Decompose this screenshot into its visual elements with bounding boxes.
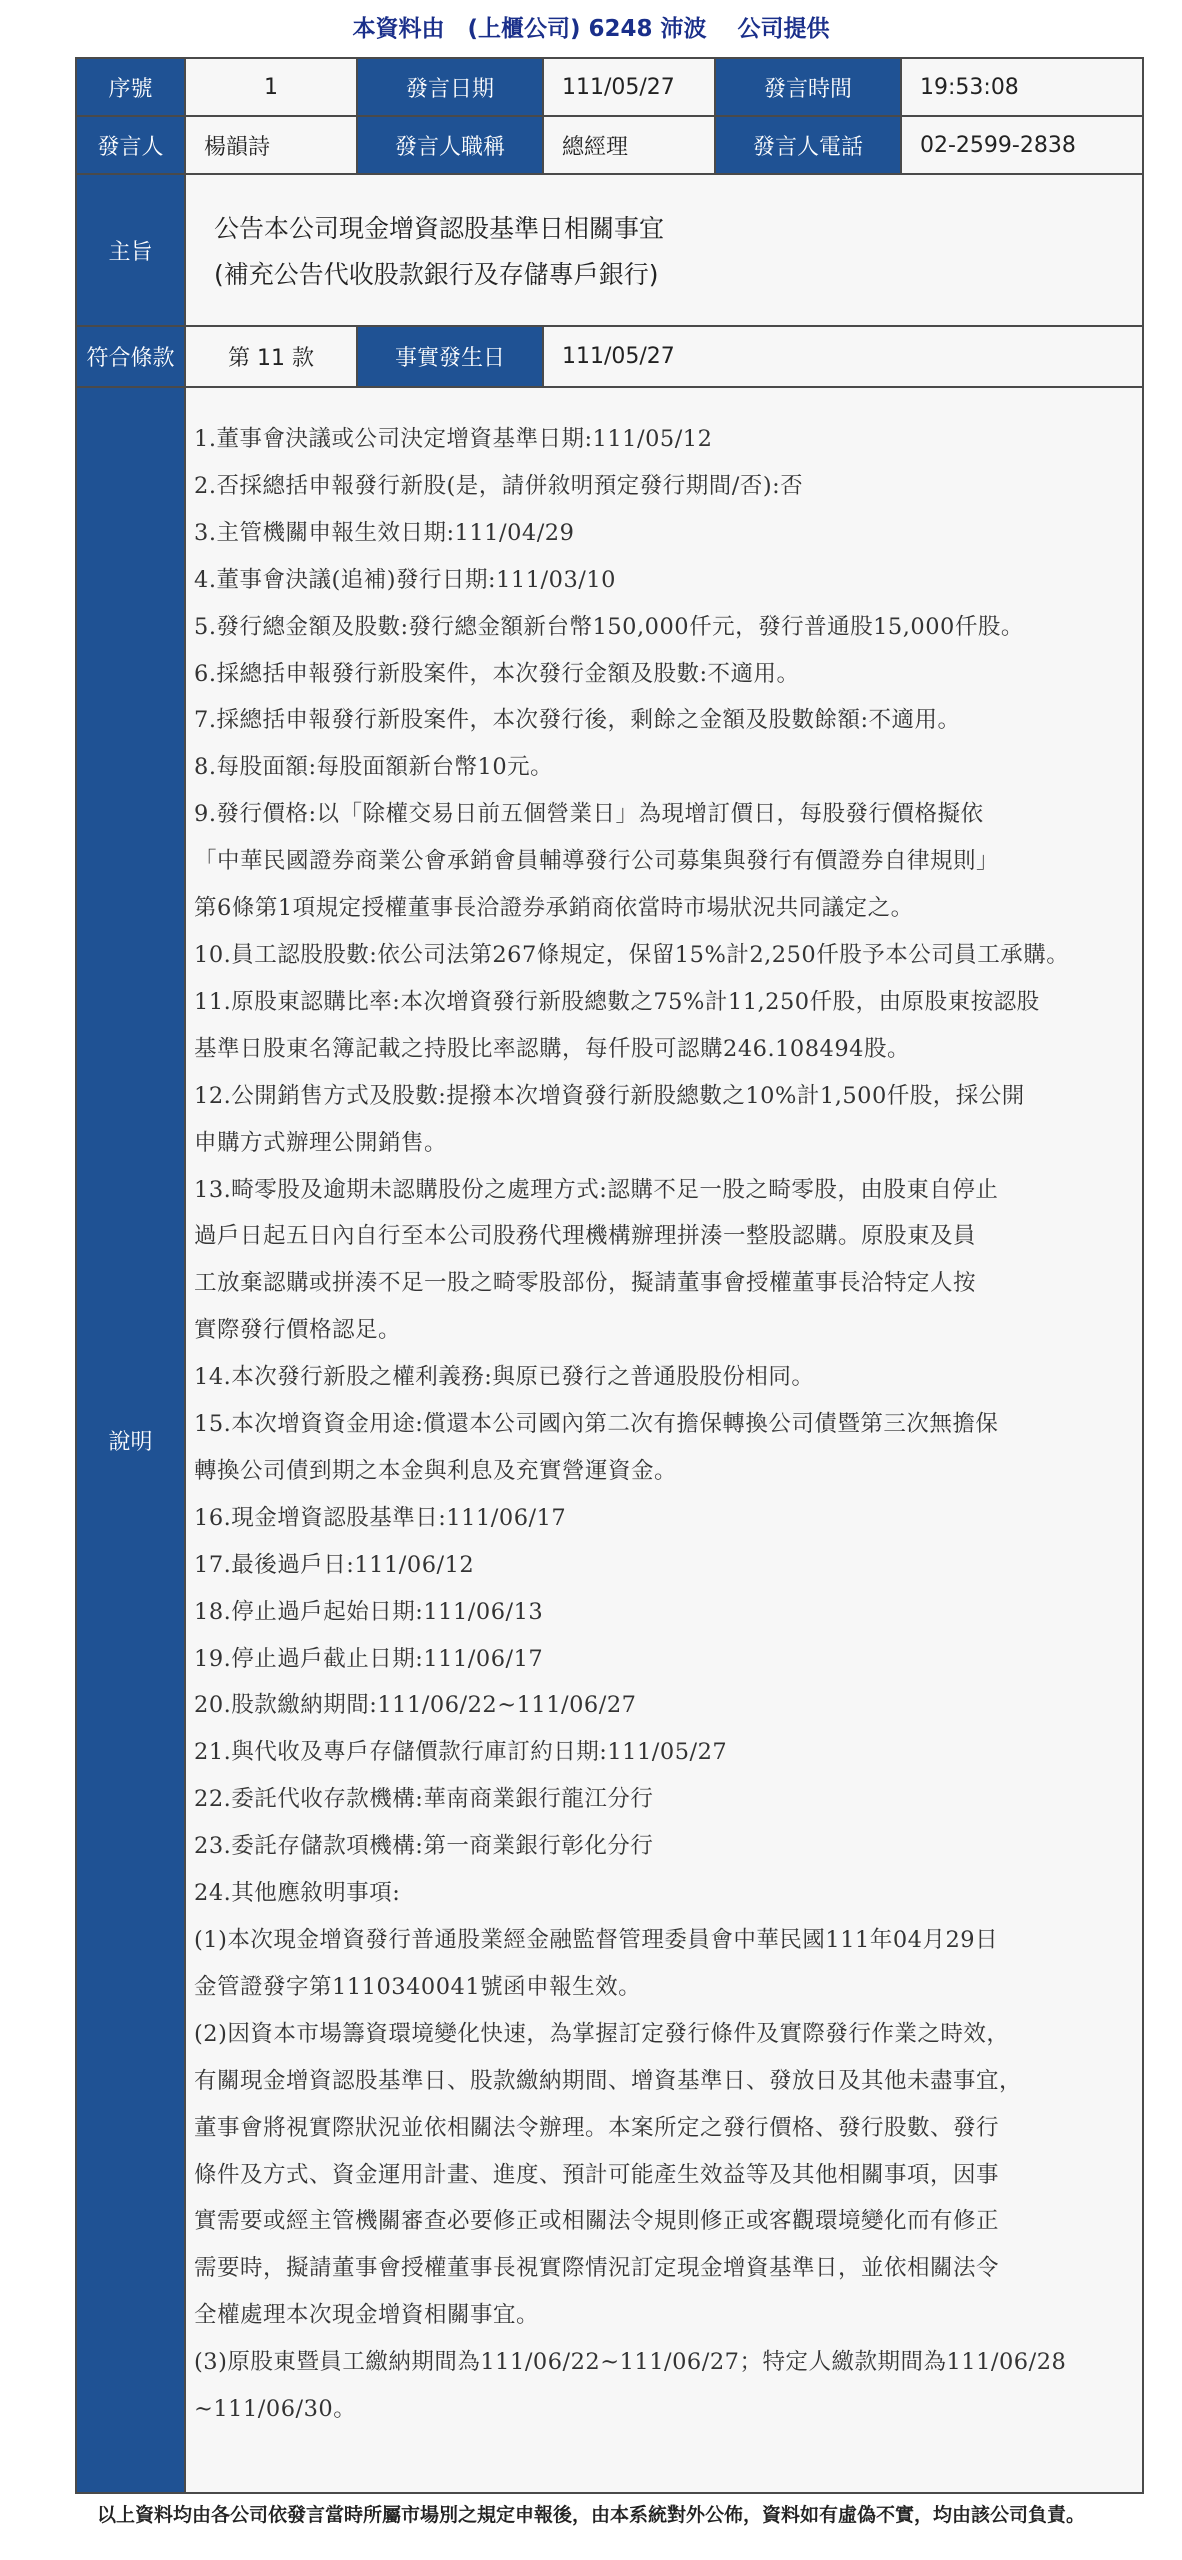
description-line: 21.與代收及專戶存儲價款行庫訂約日期:111/05/27 (194, 1739, 728, 1766)
row-clause (76, 326, 1143, 387)
description-line: 6.採總括申報發行新股案件，本次發行金額及股數:不適用。 (194, 660, 800, 687)
date-value: 111/05/27 (543, 58, 715, 116)
row-speaker (76, 116, 1143, 174)
description-line: 轉換公司債到期之本金與利息及充實營運資金。 (194, 1457, 678, 1484)
description-line: 董事會將視實際狀況並依相關法令辦理。本案所定之發行價格、發行股數、發行 (194, 2114, 1000, 2141)
description-line: 16.現金增資認股基準日:111/06/17 (194, 1504, 567, 1531)
description-line: (3)原股東暨員工繳納期間為111/06/22~111/06/27；特定人繳款期間為111/06/28 (194, 2349, 1067, 2376)
speaker-title-label: 發言人職稱 (357, 116, 543, 174)
speaker-label: 發言人 (76, 116, 185, 174)
seq-value: 1 (185, 58, 357, 116)
description-line: 需要時，擬請董事會授權董事長視實際情況訂定現金增資基準日，並依相關法令 (194, 2255, 1000, 2282)
clause-label: 符合條款 (76, 326, 185, 387)
description-line: 實需要或經主管機關審查必要修正或相關法令規則修正或客觀環境變化而有修正 (194, 2208, 1000, 2235)
description-line: 金管證發字第1110340041號函申報生效。 (194, 1973, 642, 2000)
description-line: 10.員工認股股數:依公司法第267條規定，保留15%計2,250仟股予本公司員工承購。 (194, 941, 1070, 968)
description-line: (1)本次現金增資發行普通股業經金融監督管理委員會中華民國111年04月29日 (194, 1927, 999, 1953)
description-line: 5.發行總金額及股數:發行總金額新台幣150,000仟元，發行普通股15,000仟股。 (194, 613, 1024, 640)
description-line: 第6條第1項規定授權董事長洽證券承銷商依當時市場狀況共同議定之。 (194, 895, 914, 922)
time-label: 發言時間 (715, 58, 901, 116)
subject-line-1: 公告本公司現金增資認股基準日相關事宜 (214, 214, 665, 243)
row-description (76, 387, 1143, 2493)
description-line: 14.本次發行新股之權利義務:與原已發行之普通股股份相同。 (194, 1364, 815, 1391)
description-line: 11.原股東認購比率:本次增資發行新股總數之75%計11,250仟股，由原股東按認股 (194, 988, 1040, 1015)
description-line: 19.停止過戶截止日期:111/06/17 (194, 1645, 544, 1672)
description-line: 9.發行價格:以「除權交易日前五個營業日」為現增訂價日，每股發行價格擬依 (194, 801, 984, 828)
description-line: 24.其他應敘明事項: (194, 1880, 401, 1907)
description-line: 過戶日起五日內自行至本公司股務代理機構辦理拼湊一整股認購。原股東及員 (194, 1223, 977, 1250)
description-line: 全權處理本次現金增資相關事宜。 (194, 2302, 540, 2329)
description-line: 7.採總括申報發行新股案件，本次發行後，剩餘之金額及股數餘額:不適用。 (194, 707, 961, 734)
description-line: 23.委託存儲款項機構:第一商業銀行彰化分行 (194, 1833, 654, 1860)
date-label: 發言日期 (357, 58, 543, 116)
description-line: 有關現金增資認股基準日、股款繳納期間、增資基準日、發放日及其他未盡事宜， (194, 2067, 1023, 2094)
description-line: 基準日股東名簿記載之持股比率認購，每仟股可認購246.108494股。 (194, 1035, 910, 1062)
description-line: 12.公開銷售方式及股數:提撥本次增資發行新股總數之10%計1,500仟股，採公開 (194, 1082, 1025, 1109)
seq-label: 序號 (76, 58, 185, 116)
description-line: 工放棄認購或拼湊不足一股之畸零股部份，擬請董事會授權董事長洽特定人按 (194, 1270, 977, 1297)
desc-label: 說明 (76, 387, 185, 2493)
description-line: 8.每股面額:每股面額新台幣10元。 (194, 754, 554, 781)
description-line: 「中華民國證券商業公會承銷會員輔導發行公司募集與發行有價證券自律規則」 (194, 848, 1000, 875)
speaker-title-value: 總經理 (543, 116, 715, 174)
description-line: 條件及方式、資金運用計畫、進度、預計可能產生效益等及其他相關事項，因事 (194, 2161, 1000, 2188)
description-line: ~111/06/30。 (194, 2396, 357, 2423)
description-lines (194, 416, 1136, 2433)
description-line: 17.最後過戶日:111/06/12 (194, 1551, 475, 1578)
disclaimer-footer: 以上資料均由各公司依發言當時所屬市場別之規定申報後，由本系統對外公佈，資料如有虛偽不實，均由該公司負責。 (96, 2504, 1085, 2526)
description-line: 20.股款繳納期間:111/06/22~111/06/27 (194, 1692, 637, 1719)
announcement-table (75, 57, 1144, 2494)
phone-label: 發言人電話 (715, 116, 901, 174)
description-line: (2)因資本市場籌資環境變化快速，為掌握訂定發行條件及實際發行作業之時效， (194, 2020, 1010, 2047)
description-line: 4.董事會決議(追補)發行日期:111/03/10 (194, 566, 616, 593)
description-line: 1.董事會決議或公司決定增資基準日期:111/05/12 (194, 426, 713, 452)
description-line: 申購方式辦理公開銷售。 (194, 1129, 448, 1156)
description-line: 3.主管機關申報生效日期:111/04/29 (194, 519, 575, 546)
fact-date-label: 事實發生日 (357, 326, 543, 387)
subject-line-2: (補充公告代收股款銀行及存儲專戶銀行) (214, 260, 659, 289)
description-line: 實際發行價格認足。 (194, 1317, 402, 1344)
fact-date-value: 111/05/27 (543, 326, 1143, 387)
description-line: 15.本次增資資金用途:償還本公司國內第二次有擔保轉換公司債暨第三次無擔保 (194, 1411, 999, 1438)
description-line: 22.委託代收存款機構:華南商業銀行龍江分行 (194, 1786, 654, 1813)
clause-value: 第 11 款 (185, 326, 357, 387)
phone-value: 02-2599-2838 (901, 116, 1143, 174)
subject-cell (185, 174, 1143, 326)
description-line: 18.停止過戶起始日期:111/06/13 (194, 1598, 544, 1625)
row-seq-date-time (76, 58, 1143, 116)
description-line: 13.畸零股及逾期未認購股份之處理方式:認購不足一股之畸零股，由股東自停止 (194, 1176, 999, 1203)
description-line: 2.否採總括申報發行新股(是，請併敘明預定發行期間/否):否 (194, 472, 804, 499)
time-value: 19:53:08 (901, 58, 1143, 116)
speaker-value: 楊韻詩 (185, 116, 357, 174)
subject-label: 主旨 (76, 174, 185, 326)
page-title: 本資料由 (上櫃公司) 6248 沛波 公司提供 (352, 16, 830, 42)
row-subject (76, 174, 1143, 326)
description-cell (185, 387, 1143, 2493)
